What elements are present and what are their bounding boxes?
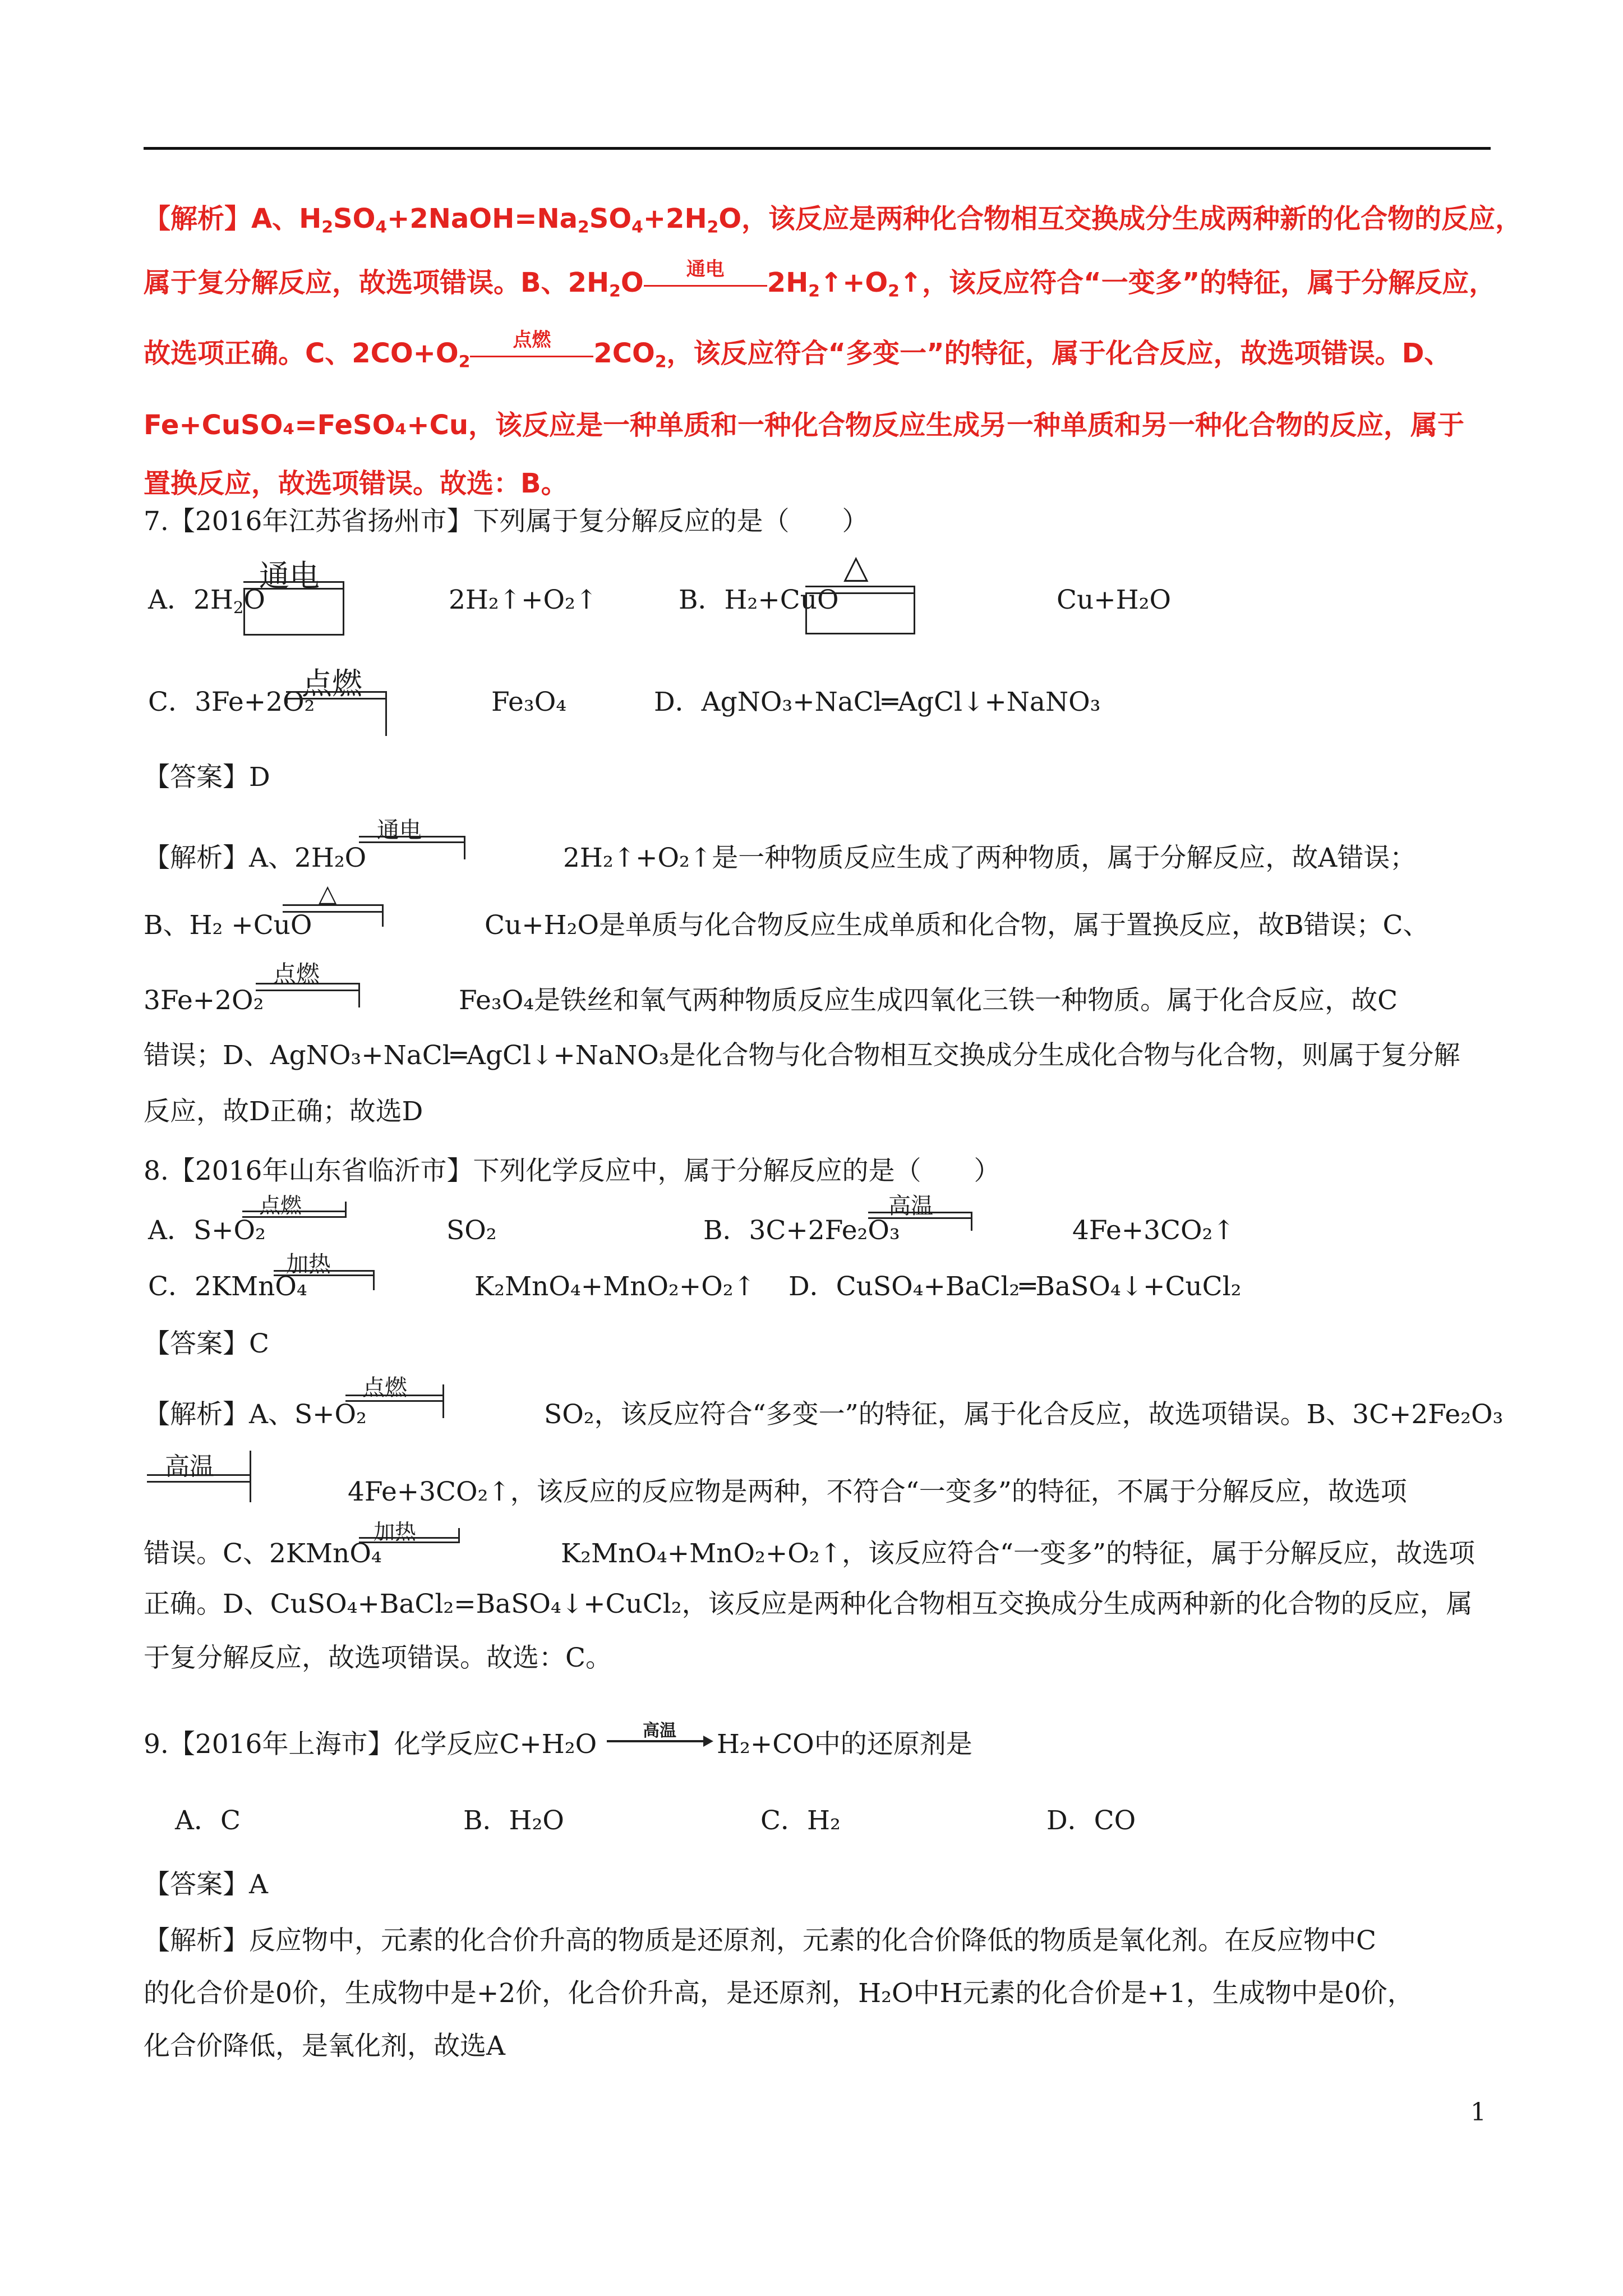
header-rule bbox=[144, 147, 1491, 150]
q7-option-a-left: A．$2H_2O$ bbox=[148, 585, 265, 618]
q9-explanation-3: 化合价降低，是氧化剂，故选A bbox=[144, 2031, 505, 2062]
q7-option-a-condition: 通电 bbox=[243, 554, 344, 638]
q8-option-d: D．CuSO₄+BaCl₂═BaSO₄↓+CuCl₂ bbox=[789, 1271, 1242, 1302]
prev-explanation-line-1: 【解析】A、$H_2SO_4+2NaOH=Na_2SO_4+2H_2O$，该反应是两种化合物相互交换成分生成两种新的化合物的反应， bbox=[144, 203, 1523, 237]
q7-explanation-5: 反应，故D正确；故选D bbox=[144, 1096, 423, 1127]
q9-option-b: B．H₂O bbox=[463, 1805, 564, 1836]
q8-option-c-condition: 加热 bbox=[274, 1254, 375, 1294]
q7-option-c-right: Fe₃O₄ bbox=[491, 687, 567, 717]
q8-option-b-condition: 高温 bbox=[868, 1195, 972, 1234]
prev-explanation-line-5: 置换反应，故选项错误。故选：B。 bbox=[144, 468, 568, 499]
prev-explanation-line-4: Fe+CuSO₄=FeSO₄+Cu，该反应是一种单质和一种化合物反应生成另一种单质和另一种化合物的反应，属于 bbox=[144, 409, 1465, 441]
q8-explanation-3a: 错误。C、2KMnO₄ bbox=[144, 1538, 382, 1569]
page-number: 1 bbox=[1470, 2098, 1486, 2127]
q8-option-c-left: C．2KMnO₄ bbox=[148, 1271, 307, 1302]
q7-option-c-left: C．3Fe+2O₂ bbox=[148, 687, 315, 717]
q8-option-b-right: 4Fe+3CO₂↑ bbox=[1072, 1215, 1235, 1246]
q8-option-a-condition: 点燃 bbox=[242, 1196, 347, 1230]
q7-explanation-2a: B、H₂ +CuO bbox=[144, 910, 312, 941]
q7-answer: 【答案】D bbox=[144, 762, 270, 793]
q7-option-a-right: 2H₂↑+O₂↑ bbox=[449, 585, 598, 615]
q9-answer: 【答案】A bbox=[144, 1869, 268, 1900]
q7-option-b-right: Cu+H₂O bbox=[1057, 585, 1171, 615]
q7-explanation-3b: Fe₃O₄是铁丝和氧气两种物质反应生成四氧化三铁一种物质。属于化合反应，故C bbox=[459, 985, 1398, 1016]
q8-explanation-3b: K₂MnO₄+MnO₂+O₂↑，该反应符合“一变多”的特征，属于分解反应，故选项 bbox=[561, 1538, 1476, 1569]
prev-explanation-line-2: 属于复分解反应，故选项错误。B、$2H_2O$ 通电 $2H_2↑+O_2↑$，该反应符合“一变多”的特征，属于分解反应， bbox=[144, 258, 1496, 301]
q9-option-c: C．H₂ bbox=[760, 1805, 841, 1836]
q8-explanation-5: 于复分解反应，故选项错误。故选：C。 bbox=[144, 1642, 612, 1673]
q8-explanation-2b: 4Fe+3CO₂↑，该反应的反应物是两种，不符合“一变多”的特征，不属于分解反应，故选项 bbox=[348, 1476, 1407, 1507]
q7-option-b-left: B．H₂+CuO bbox=[679, 585, 839, 615]
q8-explanation-4: 正确。D、CuSO₄+BaCl₂=BaSO₄↓+CuCl₂，该反应是两种化合物相互交换成分生成两种新的化合物的反应，属 bbox=[144, 1589, 1473, 1619]
q9-option-a: A．C bbox=[175, 1805, 241, 1836]
q7-explanation-condition-2: △ bbox=[283, 886, 384, 931]
question-9-title-b: H₂+CO中的还原剂是 bbox=[717, 1729, 972, 1760]
question-9-title-a: 9.【2016年上海市】化学反应C+H₂O bbox=[144, 1729, 597, 1760]
q8-explanation-condition-3: 加热 bbox=[359, 1522, 460, 1556]
q8-explanation-1b: SO₂，该反应符合“多变一”的特征，属于化合反应，故选项错误。B、3C+2Fe₂O₃ bbox=[544, 1399, 1504, 1430]
q7-explanation-2b: Cu+H₂O是单质与化合物反应生成单质和化合物，属于置换反应，故B错误；C、 bbox=[485, 910, 1430, 941]
q7-option-d: D．AgNO₃+NaCl═AgCl↓+NaNO₃ bbox=[654, 687, 1101, 717]
q7-option-c-condition: 点燃 bbox=[286, 655, 387, 739]
q7-explanation-1b: 2H₂↑+O₂↑是一种物质反应生成了两种物质，属于分解反应，故A错误； bbox=[563, 843, 1417, 873]
q9-condition-arrow: 高温 bbox=[607, 1724, 713, 1752]
q9-option-d: D．CO bbox=[1046, 1805, 1136, 1836]
q9-explanation-2: 的化合价是0价，生成物中是+2价，化合价升高，是还原剂，H₂O中H元素的化合价是+1，生成物中是0价， bbox=[144, 1978, 1414, 2009]
q8-explanation-1a: 【解析】A、S+O₂ bbox=[144, 1399, 367, 1430]
q8-answer: 【答案】C bbox=[144, 1328, 269, 1359]
q8-option-a-left: A．S+O₂ bbox=[148, 1215, 266, 1246]
q7-explanation-3a: 3Fe+2O₂ bbox=[144, 985, 264, 1016]
question-8-title: 8.【2016年山东省临沂市】下列化学反应中，属于分解反应的是（ ） bbox=[144, 1156, 1000, 1186]
q7-explanation-condition-3: 点燃 bbox=[256, 960, 360, 1011]
q7-option-b-condition: △ bbox=[805, 553, 915, 637]
question-7-title: 7.【2016年江苏省扬州市】下列属于复分解反应的是（ ） bbox=[144, 506, 869, 537]
q8-explanation-condition-1: 点燃 bbox=[345, 1377, 444, 1421]
q8-option-c-right: K₂MnO₄+MnO₂+O₂↑ bbox=[474, 1271, 756, 1302]
q7-explanation-4: 错误；D、AgNO₃+NaCl═AgCl↓+NaNO₃是化合物与化合物相互交换成分生成化合物与化合物，则属于复分解 bbox=[144, 1040, 1460, 1071]
reaction-condition: 通电 bbox=[644, 269, 767, 292]
q7-explanation-condition-1: 通电 bbox=[359, 817, 465, 862]
q8-explanation-condition-2: 高温 bbox=[147, 1451, 251, 1507]
q8-option-a-right: SO₂ bbox=[446, 1215, 497, 1246]
reaction-condition: 点燃 bbox=[470, 340, 593, 362]
q9-explanation-1: 【解析】反应物中，元素的化合价升高的物质是还原剂，元素的化合价降低的物质是氧化剂。在反应物中C bbox=[144, 1925, 1376, 1956]
q8-option-b-left: B．3C+2Fe₂O₃ bbox=[703, 1215, 900, 1246]
prev-explanation-line-3: 故选项正确。C、$2CO+O_2$ 点燃 $2CO_2$，该反应符合“多变一”的特征，属于化合反应，故选项错误。D、 bbox=[144, 329, 1451, 372]
q7-explanation-1a: 【解析】A、2H₂O bbox=[144, 843, 367, 873]
